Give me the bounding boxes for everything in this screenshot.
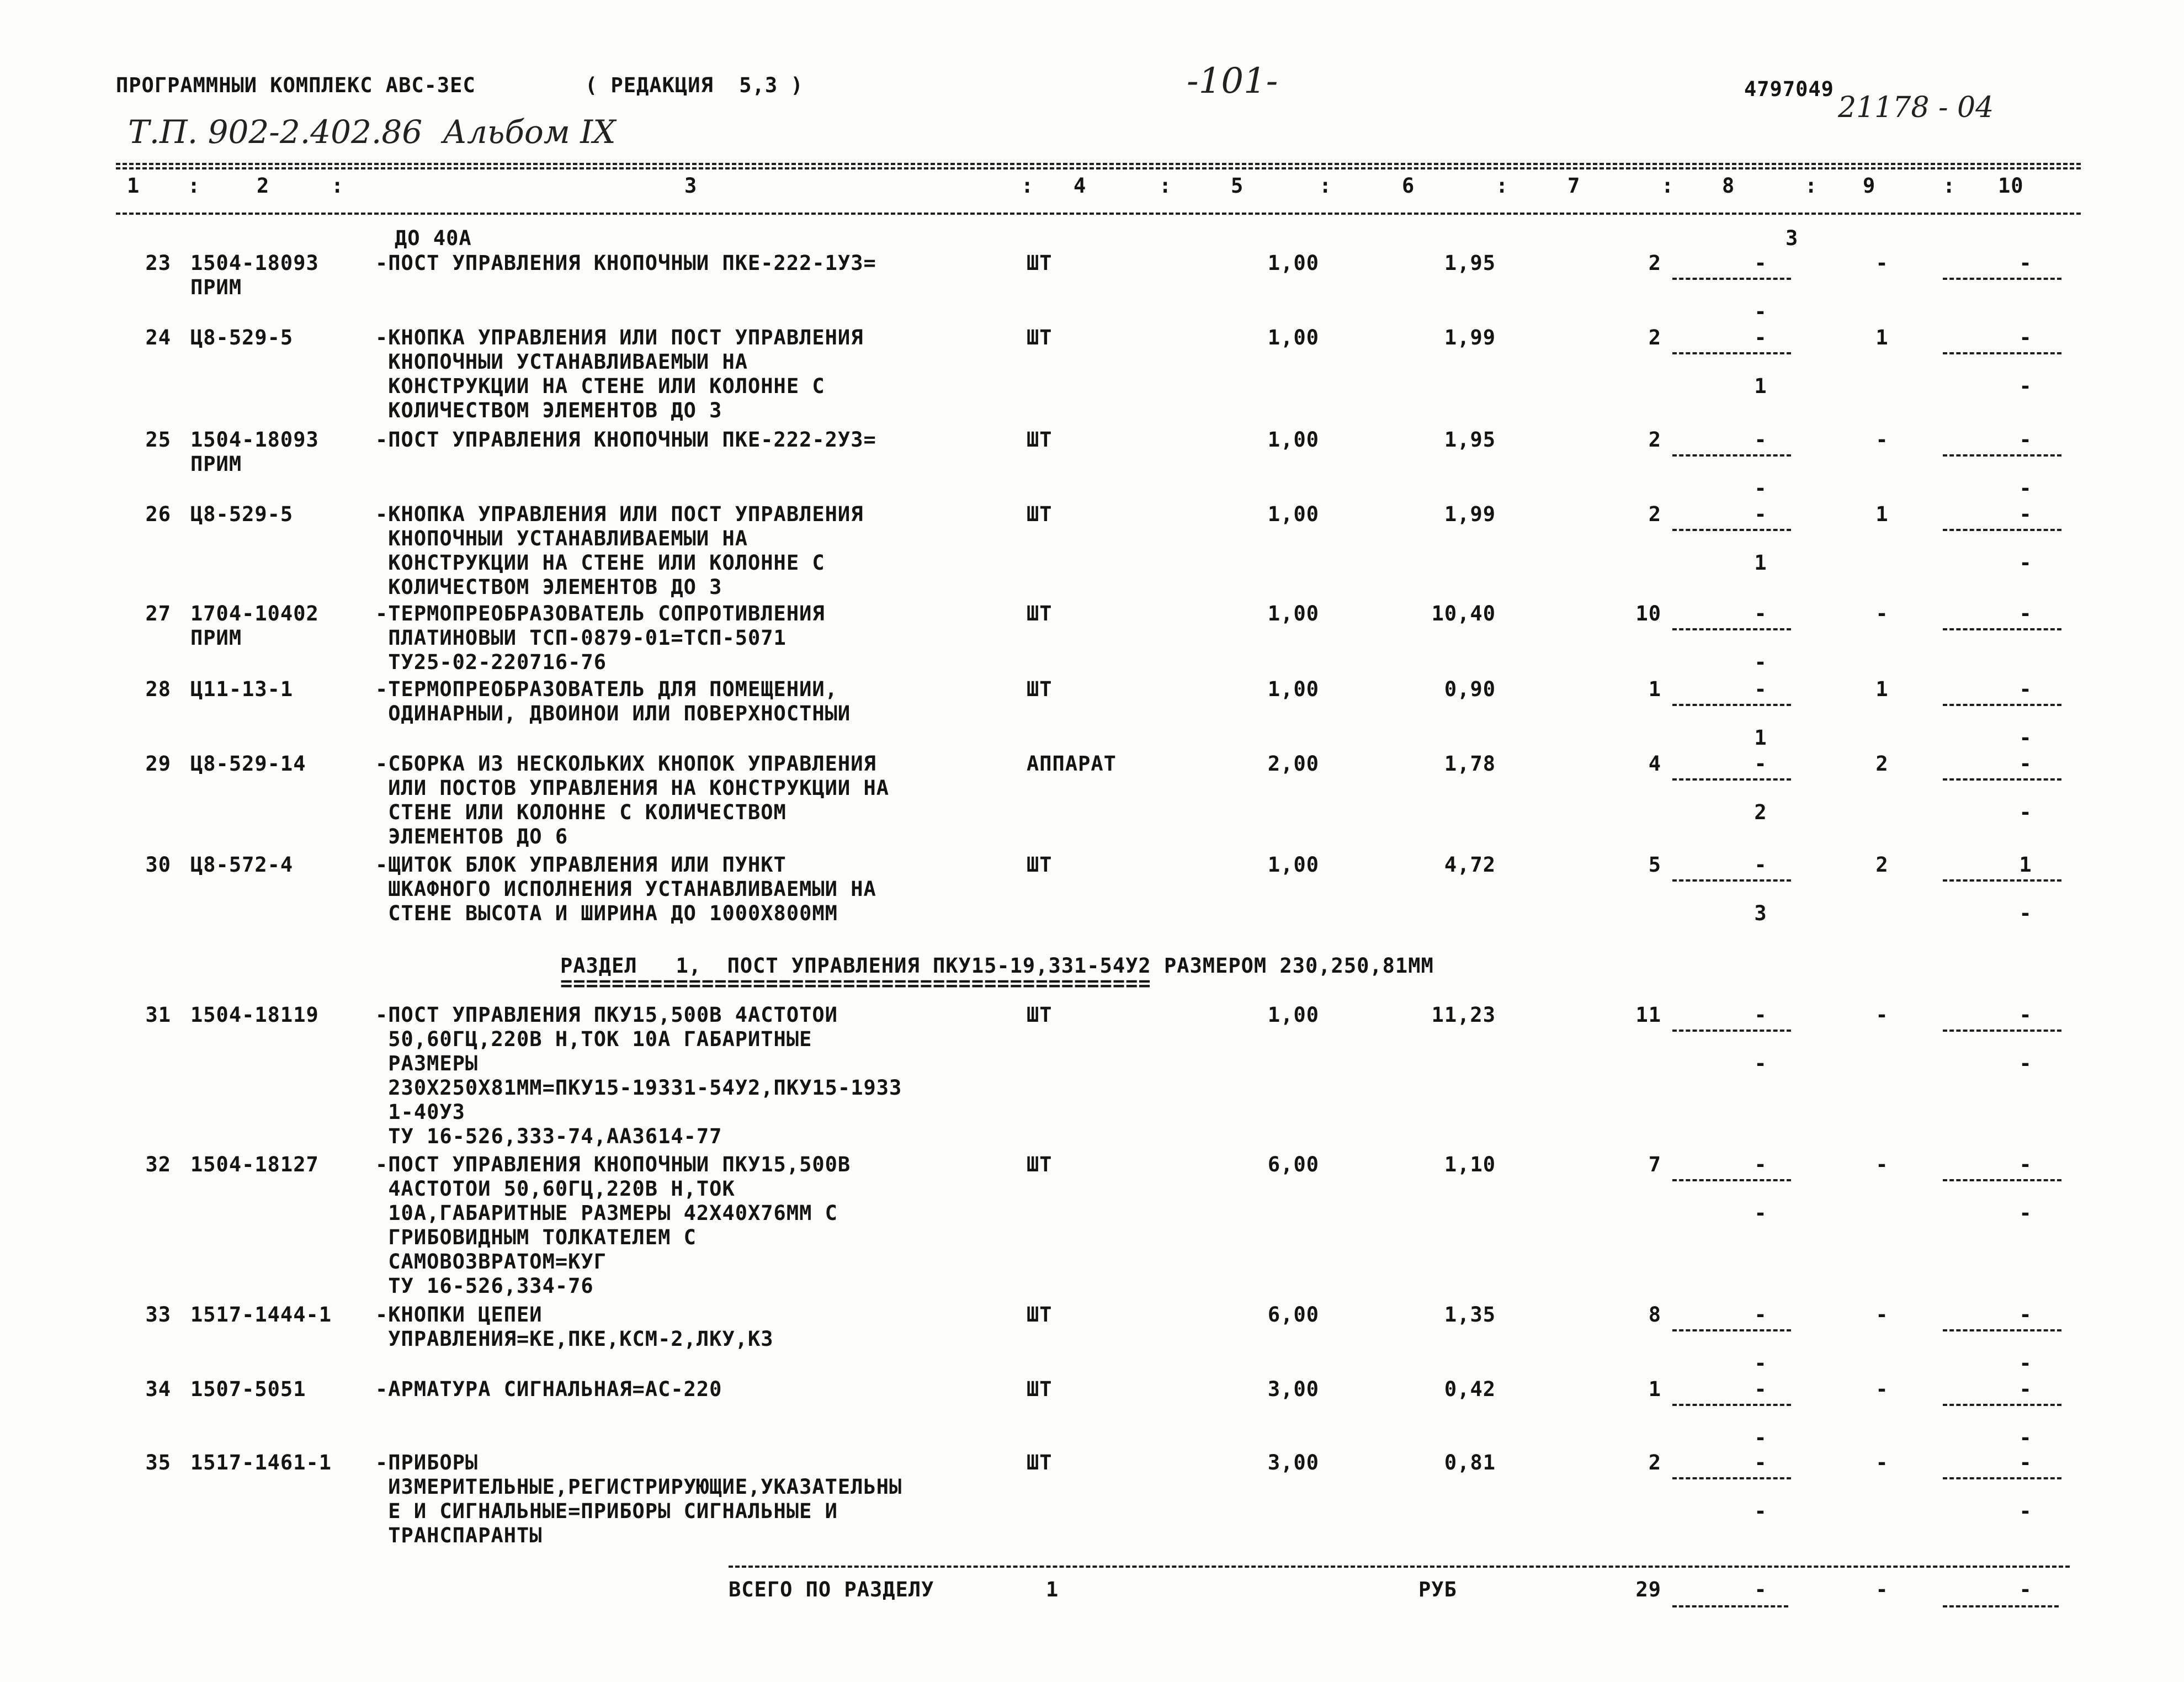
row-number: 30 [145,853,171,877]
row-price: 1,10 [1444,1153,1496,1176]
row-c8-below: - [1754,1052,1767,1075]
row-c10-below: - [2019,901,2032,925]
total-c7: 29 [1635,1578,1661,1601]
row-code: 1704-10402 [190,602,319,625]
row-c9: - [1875,1003,1889,1027]
row-description-line: -ПОСТ УПРАВЛЕНИЯ ПКУ15,500В 4АСТОТОИ [375,1003,838,1027]
row-number: 27 [145,602,171,625]
row-c8: - [1754,1377,1767,1401]
row-code: 1507-5051 [190,1377,306,1401]
row-c10: - [2019,1451,2032,1474]
row-description-line: ТРАНСПАРАНТЫ [375,1524,543,1547]
row-c7: 7 [1648,1153,1661,1176]
row-unit: ШТ [1027,428,1053,452]
row-c8-below: - [1754,1499,1767,1523]
row-number: 33 [145,1303,171,1327]
row-unit: ШТ [1027,1451,1053,1474]
row-c8-rule [1672,352,1791,354]
handwritten-title: Т.П. 902-2.402.86 Альбом IX [128,113,616,151]
row-c8: - [1754,602,1767,625]
row-description-line: ИЛИ ПОСТОВ УПРАВЛЕНИЯ НА КОНСТРУКЦИИ НА [375,776,890,800]
row-price: 0,81 [1444,1451,1496,1474]
row-c7: 1 [1648,677,1661,701]
row-c8-rule [1672,278,1791,280]
row-price: 0,90 [1444,677,1496,701]
row-c10-rule [1943,879,2061,882]
row-code-note: ПРИМ [190,626,242,650]
row-c8-rule [1672,1030,1791,1032]
row-c7: 11 [1635,1003,1661,1027]
row-c9: - [1875,1153,1889,1176]
row-code: 1504-18127 [190,1153,319,1176]
row-c10: - [2019,1153,2032,1176]
total-c10: - [2019,1578,2032,1601]
row-c10: - [2019,1303,2032,1327]
row-c9: - [1875,1303,1889,1327]
row-c10-rule [1943,1404,2061,1406]
row-price: 10,40 [1431,602,1496,625]
row-description-line: 4АСТОТОИ 50,60ГЦ,220В Н,ТОК [375,1177,735,1201]
row-price: 4,72 [1444,853,1496,877]
row-unit: ШТ [1027,677,1053,701]
row-quantity: 1,00 [1267,251,1319,275]
row-quantity: 1,00 [1267,602,1319,625]
row-code: Ц11-13-1 [190,677,294,701]
row-description-line: КНОПОЧНЫИ УСТАНАВЛИВАЕМЫИ НА [375,527,748,550]
row-c8: - [1754,1003,1767,1027]
row-price: 1,99 [1444,326,1496,349]
column-header-6: 6 [1402,174,1415,198]
column-header-1: 1 [127,174,140,198]
row-description-line: 230Х250Х81ММ=ПКУ15-19331-54У2,ПКУ15-1933 [375,1076,902,1100]
row-c8-below: 3 [1754,901,1767,925]
row-c8-below: - [1754,1426,1767,1450]
row-c9: - [1875,1377,1889,1401]
row-c8-below: 2 [1754,800,1767,824]
row-c10: - [2019,752,2032,776]
edition-label: ( РЕДАКЦИЯ 5,3 ) [585,73,804,97]
row-description-line: -ПОСТ УПРАВЛЕНИЯ КНОПОЧНЫИ ПКЕ-222-1У3= [375,251,876,275]
row-c10-below: - [2019,726,2032,750]
row-c10-below: - [2019,374,2032,398]
row-description-line: -ТЕРМОПРЕОБРАЗОВАТЕЛЬ ДЛЯ ПОМЕЩЕНИИ, [375,677,838,701]
row-quantity: 6,00 [1267,1303,1319,1327]
row-c10: - [2019,428,2032,452]
row-c10-rule [1943,704,2061,706]
row-c8: - [1754,677,1767,701]
column-separator: : [331,174,344,198]
header-bottom-rule [116,213,2081,215]
row-c10-below: - [2019,800,2032,824]
row-c8-rule [1672,454,1791,457]
row-number: 31 [145,1003,171,1027]
row-c9: - [1875,602,1889,625]
row-c8-rule [1672,879,1791,882]
row-c7: 4 [1648,752,1661,776]
row-description-line: ИЗМЕРИТЕЛЬНЫЕ,РЕГИСТРИРУЮЩИЕ,УКАЗАТЕЛЬНЫ [375,1475,902,1499]
row-price: 11,23 [1431,1003,1496,1027]
column-header-5: 5 [1231,174,1244,198]
row-c10-rule [1943,1030,2061,1032]
row-c8-rule [1672,1179,1791,1181]
row-c8: - [1754,1451,1767,1474]
row-c10-rule [1943,1477,2061,1479]
column-header-9: 9 [1863,174,1876,198]
column-separator: : [1943,174,1956,198]
row-c10-below: - [2019,1052,2032,1075]
row-quantity: 1,00 [1267,853,1319,877]
row-description-line: ОДИНАРНЫИ, ДВОИНОИ ИЛИ ПОВЕРХНОСТНЫИ [375,702,851,725]
row-c10: - [2019,251,2032,275]
row-quantity: 3,00 [1267,1377,1319,1401]
row-number: 24 [145,326,171,349]
row-c7: 2 [1648,326,1661,349]
row-code: 1504-18093 [190,428,319,452]
row-c9: 1 [1875,502,1889,526]
row-description-line: -ПОСТ УПРАВЛЕНИЯ КНОПОЧНЫИ ПКЕ-222-2У3= [375,428,876,452]
row-quantity: 1,00 [1267,502,1319,526]
row-c8-rule [1672,628,1791,630]
row-description-line: ТУ 16-526,333-74,АА3614-77 [375,1124,722,1148]
row-description-line: ГРИБОВИДНЫМ ТОЛКАТЕЛЕМ С [375,1225,697,1249]
row-c8: - [1754,251,1767,275]
row-code: Ц8-529-5 [190,326,294,349]
row-c8-below: - [1754,650,1767,674]
row-c9: - [1875,1451,1889,1474]
column-separator: : [1661,174,1675,198]
total-c8: - [1754,1578,1767,1601]
row-description-line: -КНОПКА УПРАВЛЕНИЯ ИЛИ ПОСТ УПРАВЛЕНИЯ [375,326,864,349]
row-quantity: 6,00 [1267,1153,1319,1176]
row-number: 25 [145,428,171,452]
row-unit: ШТ [1027,1303,1053,1327]
row-c8-rule [1672,1329,1791,1331]
document-code: 4797049 [1744,77,1834,101]
row-description-line: САМОВОЗВРАТОМ=КУГ [375,1250,607,1274]
row-c10-below: - [2019,476,2032,500]
table-top-rule-2 [116,167,2081,169]
row-c10: - [2019,502,2032,526]
row-unit: ШТ [1027,1153,1053,1176]
row-c7: 5 [1648,853,1661,877]
row-number: 34 [145,1377,171,1401]
row-price: 1,78 [1444,752,1496,776]
row-description-line: -СБОРКА ИЗ НЕСКОЛЬКИХ КНОПОК УПРАВЛЕНИЯ [375,752,876,776]
column-separator: : [1496,174,1509,198]
row-description-line: -КНОПКА УПРАВЛЕНИЯ ИЛИ ПОСТ УПРАВЛЕНИЯ [375,502,864,526]
row-c8: - [1754,853,1767,877]
row-description-line: КОНСТРУКЦИИ НА СТЕНЕ ИЛИ КОЛОННЕ С [375,551,825,575]
row-description-line: ШКАФНОГО ИСПОЛНЕНИЯ УСТАНАВЛИВАЕМЫИ НА [375,877,876,901]
row-quantity: 1,00 [1267,1003,1319,1027]
row-code: Ц8-529-5 [190,502,294,526]
row-code-note: ПРИМ [190,275,242,299]
row-description-line: -ТЕРМОПРЕОБРАЗОВАТЕЛЬ СОПРОТИВЛЕНИЯ [375,602,825,625]
row-unit: ШТ [1027,853,1053,877]
row-c10-below: - [2019,551,2032,575]
row-unit: ШТ [1027,1377,1053,1401]
row-description-line: -ЩИТОК БЛОК УПРАВЛЕНИЯ ИЛИ ПУНКТ [375,853,787,877]
page-number: -101- [1187,61,1278,102]
row-c8-below: - [1754,1201,1767,1225]
row-description-line: ТУ 16-526,334-76 [375,1274,594,1298]
row-c10-below: - [2019,1351,2032,1375]
row-unit: ШТ [1027,602,1053,625]
row-quantity: 1,00 [1267,326,1319,349]
row-c10-below: - [2019,1201,2032,1225]
row-c9: 1 [1875,326,1889,349]
table-top-rule [116,163,2081,165]
column-separator: : [1805,174,1818,198]
row-c8: - [1754,1303,1767,1327]
row-description-line: -ПОСТ УПРАВЛЕНИЯ КНОПОЧНЫИ ПКУ15,500В [375,1153,851,1176]
row-c8: - [1754,752,1767,776]
row-description-line: -ПРИБОРЫ [375,1451,479,1474]
row-code: Ц8-529-14 [190,752,306,776]
row-c7: 10 [1635,602,1661,625]
total-c8-rule [1672,1605,1788,1607]
row-c8-rule [1672,1404,1791,1406]
row-quantity: 1,00 [1267,677,1319,701]
total-c9: - [1875,1578,1889,1601]
row-c9: 1 [1875,677,1889,701]
row-c9: - [1875,251,1889,275]
row-number: 23 [145,251,171,275]
row-c10-rule [1943,778,2061,781]
column-header-8: 8 [1722,174,1735,198]
row-c10: - [2019,602,2032,625]
row-number: 32 [145,1153,171,1176]
row-c7: 2 [1648,502,1661,526]
row-c8: - [1754,1153,1767,1176]
row-c8-below: 1 [1754,551,1767,575]
row-number: 26 [145,502,171,526]
row-c9: 2 [1875,853,1889,877]
column-separator: : [1319,174,1332,198]
row-quantity: 3,00 [1267,1451,1319,1474]
row-c7: 8 [1648,1303,1661,1327]
row-c8-rule [1672,529,1791,531]
row-c7: 2 [1648,1451,1661,1474]
row-c8-below: - [1754,1351,1767,1375]
row-c10: - [2019,1377,2032,1401]
program-title: ПРОГРАММНЫИ КОМПЛЕКС АВС-ЗЕС [116,73,476,97]
column-separator: : [1159,174,1172,198]
row-unit: АППАРАТ [1027,752,1117,776]
row-description-line: -АРМАТУРА СИГНАЛЬНАЯ=АС-220 [375,1377,722,1401]
row-c10-below: - [2019,1499,2032,1523]
row-code: 1504-18119 [190,1003,319,1027]
row-price: 1,99 [1444,502,1496,526]
row-description-line: ТУ25-02-220716-76 [375,650,607,674]
row-unit: ШТ [1027,1003,1053,1027]
row-c10-rule [1943,628,2061,630]
row-c8: - [1754,326,1767,349]
column-header-7: 7 [1567,174,1581,198]
row-c10-rule [1943,352,2061,354]
row-c10-rule [1943,1329,2061,1331]
row-description-line: КОЛИЧЕСТВОМ ЭЛЕМЕНТОВ ДО 3 [375,399,722,422]
row-c9: 2 [1875,752,1889,776]
column-header-10: 10 [1998,174,2024,198]
total-label: ВСЕГО ПО РАЗДЕЛУ [729,1578,934,1601]
row-description-line: ПЛАТИНОВЫИ ТСП-0879-01=ТСП-5071 [375,626,787,650]
row-c8-rule [1672,778,1791,781]
row-code: 1504-18093 [190,251,319,275]
row-description-line: Е И СИГНАЛЬНЫЕ=ПРИБОРЫ СИГНАЛЬНЫЕ И [375,1499,838,1523]
row-number: 29 [145,752,171,776]
row-c7: 2 [1648,251,1661,275]
row-description-line: СТЕНЕ ВЫСОТА И ШИРИНА ДО 1000Х800ММ [375,901,838,925]
row-c9: - [1875,428,1889,452]
row-quantity: 2,00 [1267,752,1319,776]
row-description-line: КНОПОЧНЫИ УСТАНАВЛИВАЕМЫИ НА [375,350,748,374]
row-c8-rule [1672,704,1791,706]
column-separator: : [188,174,201,198]
row-description-line: СТЕНЕ ИЛИ КОЛОННЕ С КОЛИЧЕСТВОМ [375,800,787,824]
row-c8-rule [1672,1477,1791,1479]
row-c10: - [2019,326,2032,349]
row-code: Ц8-572-4 [190,853,294,877]
row-number: 35 [145,1451,171,1474]
continuation-c8: 3 [1786,226,1799,250]
row-c10-below: - [2019,1426,2032,1450]
row-price: 1,35 [1444,1303,1496,1327]
continuation-text: ДО 40А [395,226,472,250]
row-c10-rule [1943,454,2061,457]
row-description-line: -КНОПКИ ЦЕПЕИ [375,1303,543,1327]
row-price: 1,95 [1444,428,1496,452]
row-c10: 1 [2019,853,2032,877]
row-code: 1517-1444-1 [190,1303,332,1327]
total-c10-rule [1943,1605,2059,1607]
row-unit: ШТ [1027,502,1053,526]
row-description-line: КОЛИЧЕСТВОМ ЭЛЕМЕНТОВ ДО 3 [375,575,722,599]
row-price: 0,42 [1444,1377,1496,1401]
row-c10: - [2019,677,2032,701]
row-c10-rule [1943,1179,2061,1181]
column-separator: : [1021,174,1034,198]
row-unit: ШТ [1027,251,1053,275]
row-description-line: РАЗМЕРЫ [375,1052,479,1075]
row-unit: ШТ [1027,326,1053,349]
column-header-2: 2 [257,174,270,198]
row-price: 1,95 [1444,251,1496,275]
row-quantity: 1,00 [1267,428,1319,452]
total-section: 1 [1046,1578,1059,1601]
row-c8: - [1754,502,1767,526]
row-number: 28 [145,677,171,701]
row-description-line: КОНСТРУКЦИИ НА СТЕНЕ ИЛИ КОЛОННЕ С [375,374,825,398]
row-c8-below: 1 [1754,374,1767,398]
column-header-4: 4 [1074,174,1087,198]
total-top-rule [729,1566,2070,1568]
column-header-3: 3 [684,174,698,198]
row-code: 1517-1461-1 [190,1451,332,1474]
row-c7: 2 [1648,428,1661,452]
row-description-line: 50,60ГЦ,220В Н,ТОК 10А ГАБАРИТНЫЕ [375,1027,812,1051]
row-c8: - [1754,428,1767,452]
section-underline: ============================================== [560,972,1151,995]
handwritten-reference: 21178 - 04 [1838,91,1994,124]
row-c10-rule [1943,278,2061,280]
row-description-line: ЭЛЕМЕНТОВ ДО 6 [375,825,568,848]
row-description-line: 10А,ГАБАРИТНЫЕ РАЗМЕРЫ 42Х40Х76ММ С [375,1201,838,1225]
row-c8-below: 1 [1754,726,1767,750]
row-description-line: УПРАВЛЕНИЯ=КЕ,ПКЕ,КСМ-2,ЛКУ,КЗ [375,1327,774,1351]
row-c10: - [2019,1003,2032,1027]
row-code-note: ПРИМ [190,452,242,476]
row-description-line: 1-40У3 [375,1100,465,1124]
row-c8-below: - [1754,300,1767,323]
section-title: РАЗДЕЛ 1, ПОСТ УПРАВЛЕНИЯ ПКУ15-19,331-54У2 РАЗМЕРОМ 230,250,81ММ [560,954,1434,978]
row-c8-below: - [1754,476,1767,500]
total-currency: РУБ [1418,1578,1457,1601]
row-c10-rule [1943,529,2061,531]
row-c7: 1 [1648,1377,1661,1401]
